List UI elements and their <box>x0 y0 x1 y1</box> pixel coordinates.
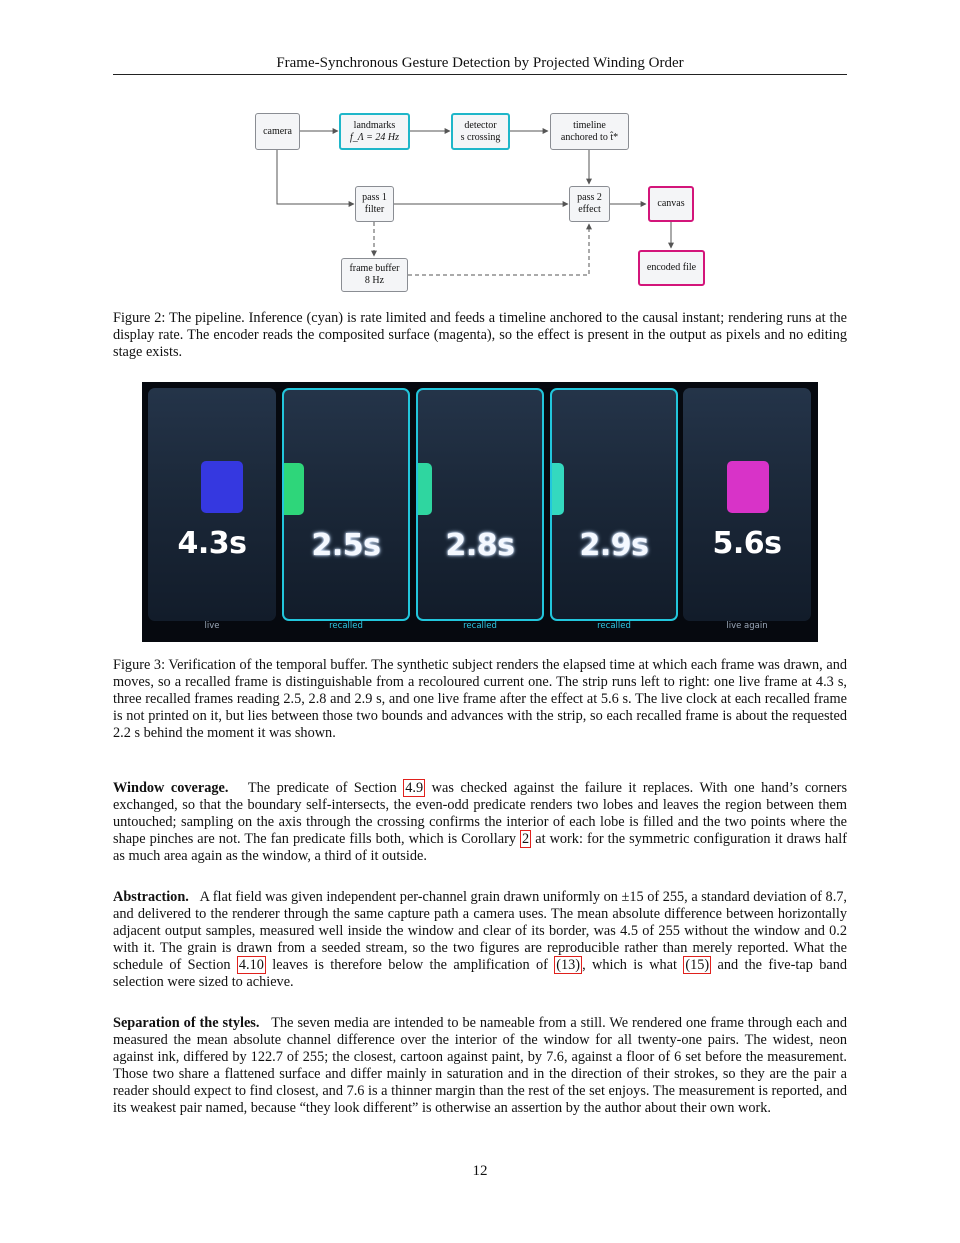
paragraph-text: , which is what <box>582 957 684 973</box>
pass2-node <box>569 186 610 222</box>
canvas-node <box>648 186 694 222</box>
frame-tag: recalled <box>463 621 497 631</box>
frame-strip <box>142 382 818 642</box>
landmarks-node <box>339 113 410 150</box>
frame-live-again <box>683 388 811 621</box>
frame-recalled-1 <box>282 388 410 621</box>
paragraph-text: The seven media are intended to be nameable from a still. We rendered one frame through each and measured the mean absolute channel difference over the interior of the window for all twenty-one pairs. The widest, neon against ink, differed by 122.7 of 255; the closest, cartoon against paint, by 7.6, against a floor of 6 set before the measurement. Those two share a flattened surface and differ mainly in saturation and in the direction of their strokes, so they are the pair a reader should expect to find closest, and 7.6 is a thinner margin than the rest of the set enjoys. The measurement is reported, and its weakest pair named, because “they look different” is otherwise an assertion by the author about their own work. <box>113 1015 847 1116</box>
edge-buffer-pass2 <box>408 224 589 275</box>
paragraph-text: at work: for the symmetric configuration it draws half as much area again as the window, a third of it outside. <box>113 831 847 864</box>
frame-tag: live <box>204 621 220 631</box>
frame-time-label: 2.5s <box>311 528 381 563</box>
paragraph-heading: Abstraction. <box>113 889 189 905</box>
detector-label: detector s crossing <box>460 119 501 143</box>
frame-recalled-3 <box>550 388 678 621</box>
paragraph-heading: Separation of the styles. <box>113 1015 260 1031</box>
pipeline-diagram <box>250 108 710 298</box>
camera-label: camera <box>263 125 292 137</box>
paragraph-text: The predicate of Section <box>247 780 404 796</box>
frame-time-label: 2.8s <box>445 528 515 563</box>
encoded-file-label: encoded file <box>646 262 697 273</box>
pass1-node <box>355 186 394 222</box>
camera-node <box>255 113 300 150</box>
subject-swatch <box>727 461 769 513</box>
figure3-caption: Figure 3: Verification of the temporal buffer. The synthetic subject renders the elapsed time at which each frame was drawn, and moves, so a recalled frame is distinguishable from a recoloured current one. The strip runs left to right: one live frame at 4.3 s, three recalled frames reading 2.5, 2.8 and 2.9 s, and one live frame after the effect at 5.6 s. The live clock at each recalled frame is not printed on it, but lies between those two bounds and advances with the strip, so each recalled frame is about the requested 2.2 s behind the moment it was shown. <box>113 657 847 741</box>
equation-ref-link[interactable]: (13) <box>556 957 581 973</box>
paragraph-window-coverage <box>113 780 847 865</box>
frame-tag: recalled <box>329 621 363 631</box>
page-number: 12 <box>472 1163 488 1179</box>
subject-swatch <box>550 463 564 515</box>
paragraph-text: leaves is therefore below the amplification of <box>265 957 555 973</box>
pass2-label: pass 2 effect <box>577 192 602 215</box>
equation-ref-link[interactable]: (15) <box>685 957 710 973</box>
paragraph-heading: Window coverage. <box>113 780 229 796</box>
detector-node <box>451 113 510 150</box>
paragraph-text: and the five-tap band selection were sized to achieve. <box>113 957 847 990</box>
paragraph-text: was checked against the failure it replaces. With one hand’s corners exchanged, so that the boundary self-intersects, the even-odd predicate renders two lobes and leaves the region between them untouched; sampling on the axis through the crossing confirms the interior of each lobe is filled and the two points where the shape pinches are not. The fan predicate fills both, which is Corollary <box>113 780 848 847</box>
edge-camera-pass1 <box>277 150 354 204</box>
landmarks-label: landmarks f_Λ = 24 Hz <box>350 119 399 143</box>
frame-live <box>148 388 276 621</box>
encoded-file-node <box>638 250 705 286</box>
timeline-label: timeline anchored to t̂* <box>560 119 619 143</box>
frame-tag: live again <box>726 621 768 631</box>
canvas-label: canvas <box>657 198 685 209</box>
subject-swatch <box>416 463 432 515</box>
frame-buffer-label: frame buffer 8 Hz <box>349 263 400 286</box>
paragraph-text: A flat field was given independent per-channel grain drawn uniformly on ±15 of 255, a standard deviation of 8.7, and delivered to the renderer through the same capture path a camera uses. The mean absolute difference between horizontally adjacent output samples, measured well inside the window and clear of its border, was 4.5 of 255 without the window and 0.2 with it. The grain is drawn from a seeded stream, so the two figures are reproducible rather than merely reported. What the schedule of Section <box>113 889 847 973</box>
section-ref-link[interactable]: 4.10 <box>238 957 264 973</box>
figure2-caption: Figure 2: The pipeline. Inference (cyan) is rate limited and feeds a timeline anchored to the causal instant; rendering runs at the display rate. The encoder reads the composited surface (magenta), so the effect is present in the output as pixels and no editing stage exists. <box>113 310 847 360</box>
subject-swatch <box>282 463 304 515</box>
paragraph-separation <box>113 1015 847 1117</box>
subject-swatch <box>201 461 243 513</box>
pass1-label: pass 1 filter <box>362 192 387 215</box>
paragraph-abstraction <box>113 889 847 991</box>
running-head: Frame-Synchronous Gesture Detection by Projected Winding Order <box>276 55 684 71</box>
frame-time-label: 5.6s <box>712 526 782 561</box>
frame-time-label: 2.9s <box>579 528 649 563</box>
frame-buffer-node <box>341 258 408 292</box>
frame-tag: recalled <box>597 621 631 631</box>
frame-recalled-2 <box>416 388 544 621</box>
frame-time-label: 4.3s <box>177 526 247 561</box>
header-rule <box>113 74 847 75</box>
corollary-ref-link[interactable]: 2 <box>522 831 530 847</box>
section-ref-link[interactable]: 4.9 <box>405 780 424 796</box>
timeline-node <box>550 113 629 150</box>
